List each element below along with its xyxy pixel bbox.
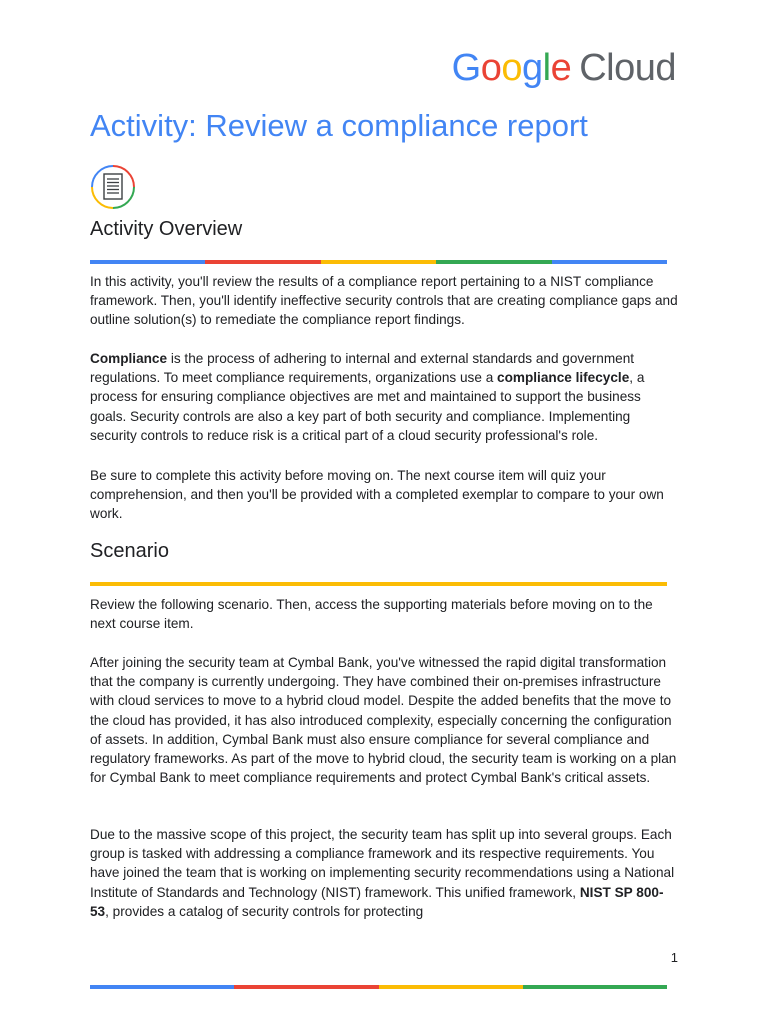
page-number: 1	[670, 950, 678, 965]
scenario-paragraph-1: Review the following scenario. Then, access the supporting materials before moving on to the next course item.	[90, 597, 653, 632]
document-icon	[90, 164, 136, 210]
scenario-paragraph-3: Due to the massive scope of this project, the security team has split up into several groups. Each group is tasked with addressing a compliance framework and its respective requirements. You have joined the team that is working on implementing security recommendations using a National Institute of Standards and Technology (NIST) framework. This unified framework, NIST SP 800-53, provides a catalog of security controls for protecting	[90, 827, 675, 919]
overview-paragraph-3: Be sure to complete this activity before moving on. The next course item will quiz your comprehension, and then you'll be provided with a completed exemplar to compare to your own work.	[90, 468, 664, 522]
google-cloud-logo: Google Cloud	[451, 47, 676, 89]
term-compliance-lifecycle: compliance lifecycle	[497, 370, 630, 386]
scenario-paragraph-2: After joining the security team at Cymbal Bank, you've witnessed the rapid digital transformation that the company is currently undergoing. They have combined their on-premises infrastructure with cloud services to move to a hybrid cloud model. Despite the added benefits that the move to the cloud has provided, it has also introduced complexity, especially concerning the configuration of assets. In addition, Cymbal Bank must also ensure compliance for several compliance and regulatory frameworks. As part of the move to hybrid cloud, the security team is working on a plan for Cymbal Bank to meet compliance requirements and protect Cymbal Bank's critical assets.	[90, 655, 677, 786]
logo-cloud-text: Cloud	[579, 47, 676, 89]
activity-overview-heading: Activity Overview	[90, 218, 243, 240]
term-compliance: Compliance	[90, 351, 168, 366]
overview-paragraph-1: In this activity, you'll review the results of a compliance report pertaining to a NIST compliance framework. Then, you'll identify ineffective security controls that are creating compliance gaps and outline solution(s) to remediate the compliance report findings.	[90, 274, 678, 328]
page-title: Activity: Review a compliance report	[90, 108, 588, 143]
scenario-heading: Scenario	[90, 540, 169, 562]
section-divider-multicolor	[90, 260, 667, 264]
term-nist-sp-800-53: NIST SP 800-53	[90, 884, 664, 919]
footer-divider-multicolor	[90, 985, 667, 989]
overview-paragraph-2: Compliance is the process of adhering to internal and external standards and government regulations. To meet compliance requirements, organizations use a compliance lifecycle, a process for ensuring compliance objectives are met and maintained to support the business goals. Security controls are also a key part of both security and compliance. Implementing security controls to reduce risk is a critical part of a cloud security professional's role.	[90, 351, 645, 443]
section-divider-yellow	[90, 582, 667, 586]
